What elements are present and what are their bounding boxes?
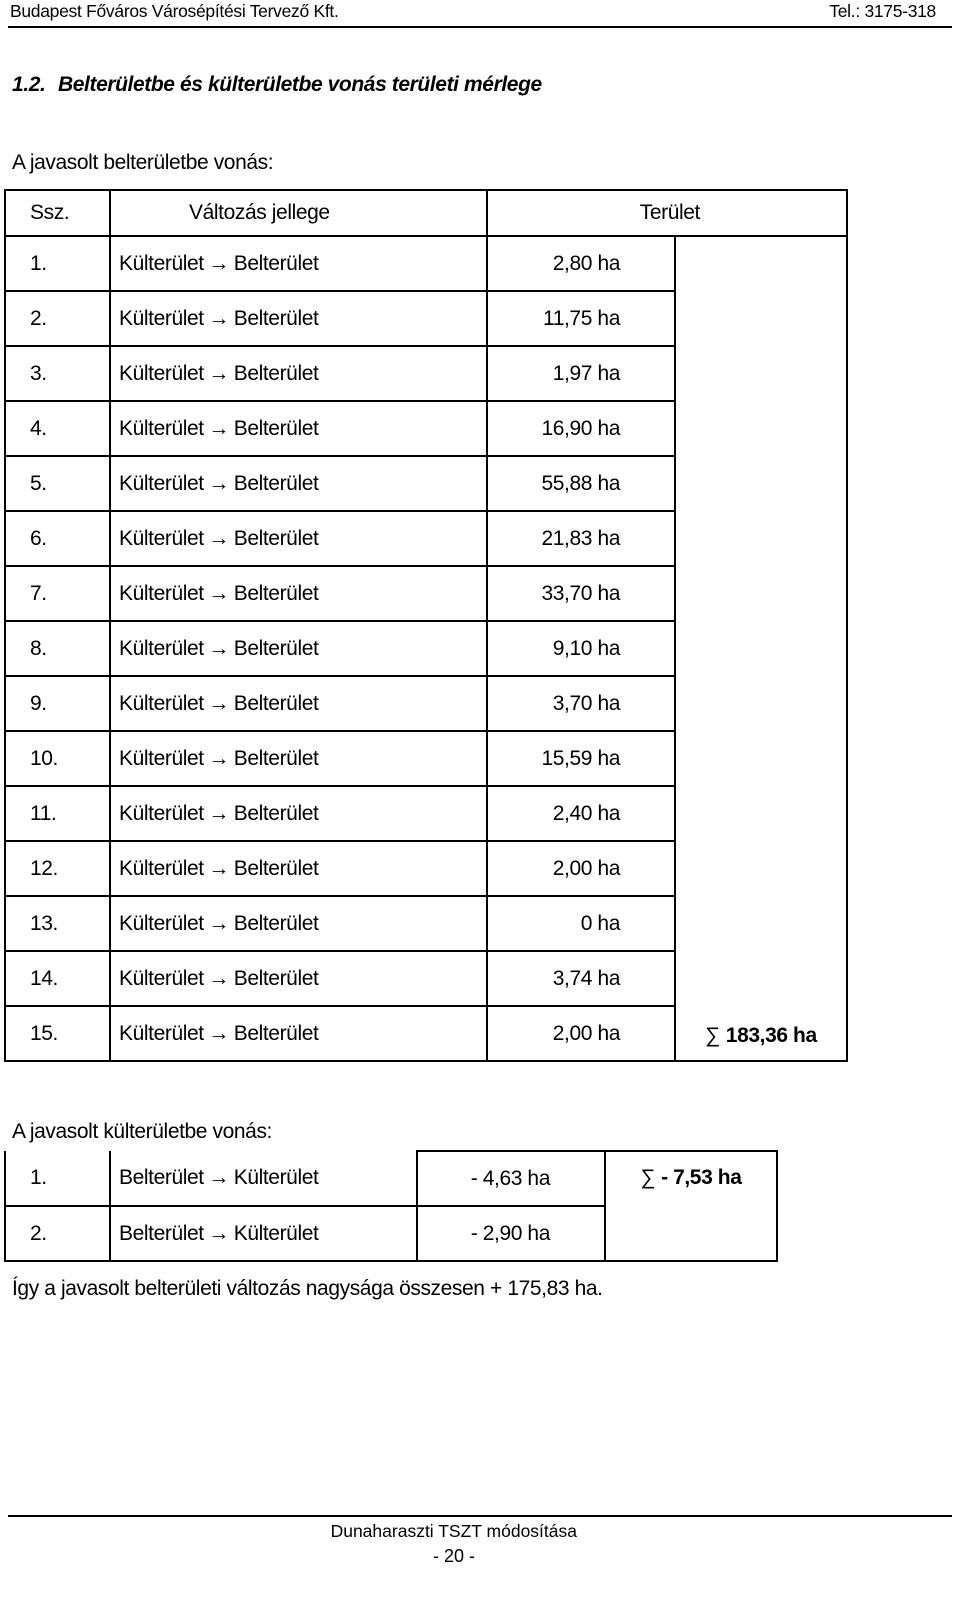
page-header [8, 0, 952, 26]
row-change [110, 291, 487, 346]
to-label: Belterület [233, 746, 319, 770]
row-number: 4. [5, 401, 110, 456]
total-cell [675, 236, 847, 1061]
page-number: - 20 - [432, 1546, 475, 1566]
from-label: Belterület [119, 1221, 204, 1245]
row-change [110, 731, 487, 786]
row-area: 11,75 ha [487, 291, 675, 346]
row-number: 3. [5, 346, 110, 401]
from-label: Külterület [119, 471, 204, 495]
to-label: Belterület [233, 306, 319, 330]
row-area: - 2,90 ha [417, 1206, 605, 1261]
to-label: Belterület [233, 471, 319, 495]
from-label: Külterület [119, 526, 204, 550]
row-number: 2. [5, 291, 110, 346]
from-label: Külterület [119, 636, 204, 660]
row-number: 11. [5, 786, 110, 841]
summary-text: Így a javasolt belterületi változás nagysága összesen + 175,83 ha. [12, 1277, 603, 1300]
arrow-icon: → [208, 361, 230, 385]
row-change [110, 786, 487, 841]
row-number: 8. [5, 621, 110, 676]
row-area: 2,80 ha [487, 236, 675, 291]
row-number: 15. [5, 1006, 110, 1061]
row-change [110, 676, 487, 731]
row-change [110, 456, 487, 511]
to-label: Belterület [233, 636, 319, 660]
total-value: - 7,53 ha [661, 1166, 742, 1189]
header-change: Változás jellege [110, 190, 487, 236]
row-area: 16,90 ha [487, 401, 675, 456]
row-change [110, 566, 487, 621]
row-change [110, 511, 487, 566]
from-label: Külterület [119, 801, 204, 825]
arrow-icon: → [208, 581, 230, 605]
inclusion-intro: A javasolt belterületbe vonás: [12, 151, 274, 174]
arrow-icon: → [208, 526, 230, 550]
arrow-icon: → [208, 416, 230, 440]
footer-title: Dunaharaszti TSZT módosítása [330, 1521, 577, 1541]
row-area: 1,97 ha [487, 346, 675, 401]
row-number: 10. [5, 731, 110, 786]
exclusion-intro: A javasolt külterületbe vonás: [12, 1120, 272, 1143]
row-number: 9. [5, 676, 110, 731]
to-label: Belterület [233, 856, 319, 880]
row-number: 14. [5, 951, 110, 1006]
to-label: Belterület [233, 581, 319, 605]
table-row [5, 236, 847, 291]
row-change [110, 236, 487, 291]
row-change [110, 346, 487, 401]
arrow-icon: → [208, 911, 230, 935]
from-label: Külterület [119, 1021, 204, 1045]
arrow-icon: → [208, 801, 230, 825]
row-area: 3,74 ha [487, 951, 675, 1006]
row-area: 2,40 ha [487, 786, 675, 841]
row-change [110, 1206, 417, 1261]
row-number: 5. [5, 456, 110, 511]
total-cell [605, 1151, 777, 1261]
row-area: 3,70 ha [487, 676, 675, 731]
to-label: Belterület [233, 966, 319, 990]
from-label: Külterület [119, 856, 204, 880]
sigma-icon: ∑ [640, 1166, 656, 1189]
to-label: Belterület [233, 416, 319, 440]
from-label: Külterület [119, 306, 204, 330]
header-phone: Tel.: 3175-318 [829, 1, 936, 21]
exclusion-table [4, 1150, 778, 1262]
row-change [110, 621, 487, 676]
arrow-icon: → [208, 636, 230, 660]
row-change [110, 1006, 487, 1061]
total-value: 183,36 ha [725, 1024, 817, 1047]
row-number: 2. [5, 1206, 110, 1261]
arrow-icon: → [208, 471, 230, 495]
arrow-icon: → [208, 251, 230, 275]
table-row [5, 1151, 777, 1206]
row-area: 21,83 ha [487, 511, 675, 566]
row-area: 2,00 ha [487, 1006, 675, 1061]
header-rule [8, 26, 952, 28]
sigma-icon: ∑ [705, 1024, 720, 1047]
row-area: 55,88 ha [487, 456, 675, 511]
row-area: 2,00 ha [487, 841, 675, 896]
from-label: Belterület [119, 1166, 204, 1189]
to-label: Belterület [233, 526, 319, 550]
row-area: - 4,63 ha [417, 1151, 605, 1206]
row-number: 13. [5, 896, 110, 951]
from-label: Külterület [119, 416, 204, 440]
row-change [110, 896, 487, 951]
to-label: Belterület [233, 361, 319, 385]
to-label: Belterület [233, 251, 319, 275]
section-number: 1.2. [12, 73, 46, 96]
from-label: Külterület [119, 966, 204, 990]
row-number: 12. [5, 841, 110, 896]
to-label: Külterület [233, 1221, 319, 1245]
header-no: Ssz. [5, 190, 110, 236]
arrow-icon: → [208, 306, 230, 330]
row-change [110, 841, 487, 896]
inclusion-table [4, 189, 848, 1062]
row-change [110, 951, 487, 1006]
section-heading [12, 73, 542, 97]
page-footer [8, 1515, 952, 1567]
from-label: Külterület [119, 911, 204, 935]
section-title: Belterületbe és külterületbe vonás területi mérlege [58, 73, 542, 96]
arrow-icon: → [208, 856, 230, 880]
header-area: Terület [487, 190, 847, 236]
row-number: 1. [5, 1151, 110, 1206]
row-area: 15,59 ha [487, 731, 675, 786]
header-company: Budapest Főváros Városépítési Tervező Kft. [10, 1, 339, 21]
from-label: Külterület [119, 361, 204, 385]
to-label: Belterület [233, 691, 319, 715]
row-area: 33,70 ha [487, 566, 675, 621]
arrow-icon: → [208, 966, 230, 990]
row-change [110, 401, 487, 456]
to-label: Külterület [233, 1166, 319, 1189]
to-label: Belterület [233, 801, 319, 825]
row-area: 9,10 ha [487, 621, 675, 676]
inclusion-header-row [5, 190, 847, 236]
arrow-icon: → [208, 691, 230, 715]
arrow-icon: → [208, 1166, 230, 1189]
row-number: 6. [5, 511, 110, 566]
from-label: Külterület [119, 691, 204, 715]
arrow-icon: → [208, 746, 230, 770]
row-change [110, 1151, 417, 1206]
row-area: 0 ha [487, 896, 675, 951]
from-label: Külterület [119, 581, 204, 605]
footer-rule [8, 1515, 952, 1517]
from-label: Külterület [119, 251, 204, 275]
arrow-icon: → [208, 1021, 230, 1045]
row-number: 1. [5, 236, 110, 291]
arrow-icon: → [208, 1221, 230, 1245]
to-label: Belterület [233, 1021, 319, 1045]
row-number: 7. [5, 566, 110, 621]
to-label: Belterület [233, 911, 319, 935]
from-label: Külterület [119, 746, 204, 770]
